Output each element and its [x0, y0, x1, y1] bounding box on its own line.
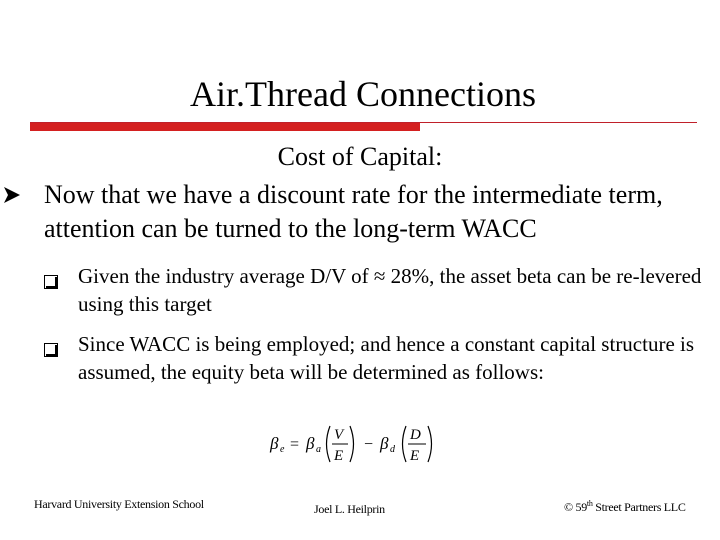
checkbox-bullet-icon: [44, 336, 58, 350]
formula-paren-right-1: [350, 426, 354, 462]
formula-lhs-sub: e: [280, 444, 285, 455]
title-divider-accent: [30, 123, 420, 131]
slide-subtitle: Cost of Capital:: [277, 142, 443, 171]
footer-author: Joel L. Heilprin: [314, 502, 385, 516]
formula-term2-denominator: E: [410, 448, 420, 464]
footer-copyright-prefix: © 59: [564, 500, 587, 514]
main-bullet-text: Now that we have a discount rate for the intermediate term, attention can be turned to the long-term WACC: [44, 180, 663, 243]
sub-bullet-2-text: Since WACC is being employed; and hence a constant capital structure is assumed, the equity beta will be determined as follows:: [78, 332, 695, 384]
formula-lhs-beta: β: [270, 434, 279, 453]
footer-copyright-sup: th: [586, 499, 593, 508]
formula-term2-sub: d: [390, 444, 395, 455]
formula-term1-beta: β: [306, 434, 315, 453]
formula-term2-beta: β: [380, 434, 389, 453]
formula-paren-left-1: [327, 426, 331, 462]
formula-equals: =: [290, 436, 300, 453]
footer-copyright: [564, 497, 686, 514]
formula-term2-numerator: D: [410, 427, 421, 443]
checkbox-bullet-icon: [44, 268, 58, 282]
formula-term1-sub: a: [316, 444, 321, 455]
formula-paren-right-2: [428, 426, 432, 462]
footer-copyright-suffix: Street Partners LLC: [592, 500, 686, 514]
formula-paren-left-2: [403, 426, 407, 462]
formula-term1-numerator: V: [334, 427, 344, 443]
equity-beta-formula: [268, 418, 448, 466]
formula-minus: −: [364, 436, 374, 453]
slide-title: Air.Thread Connections: [190, 74, 536, 114]
formula-term1-denominator: E: [334, 448, 344, 464]
sub-bullet-1-text: Given the industry average D/V of ≈ 28%, the asset beta can be re-levered using this target: [78, 264, 702, 316]
arrow-bullet-icon: [4, 178, 24, 212]
footer-school: Harvard University Extension School: [34, 497, 204, 511]
